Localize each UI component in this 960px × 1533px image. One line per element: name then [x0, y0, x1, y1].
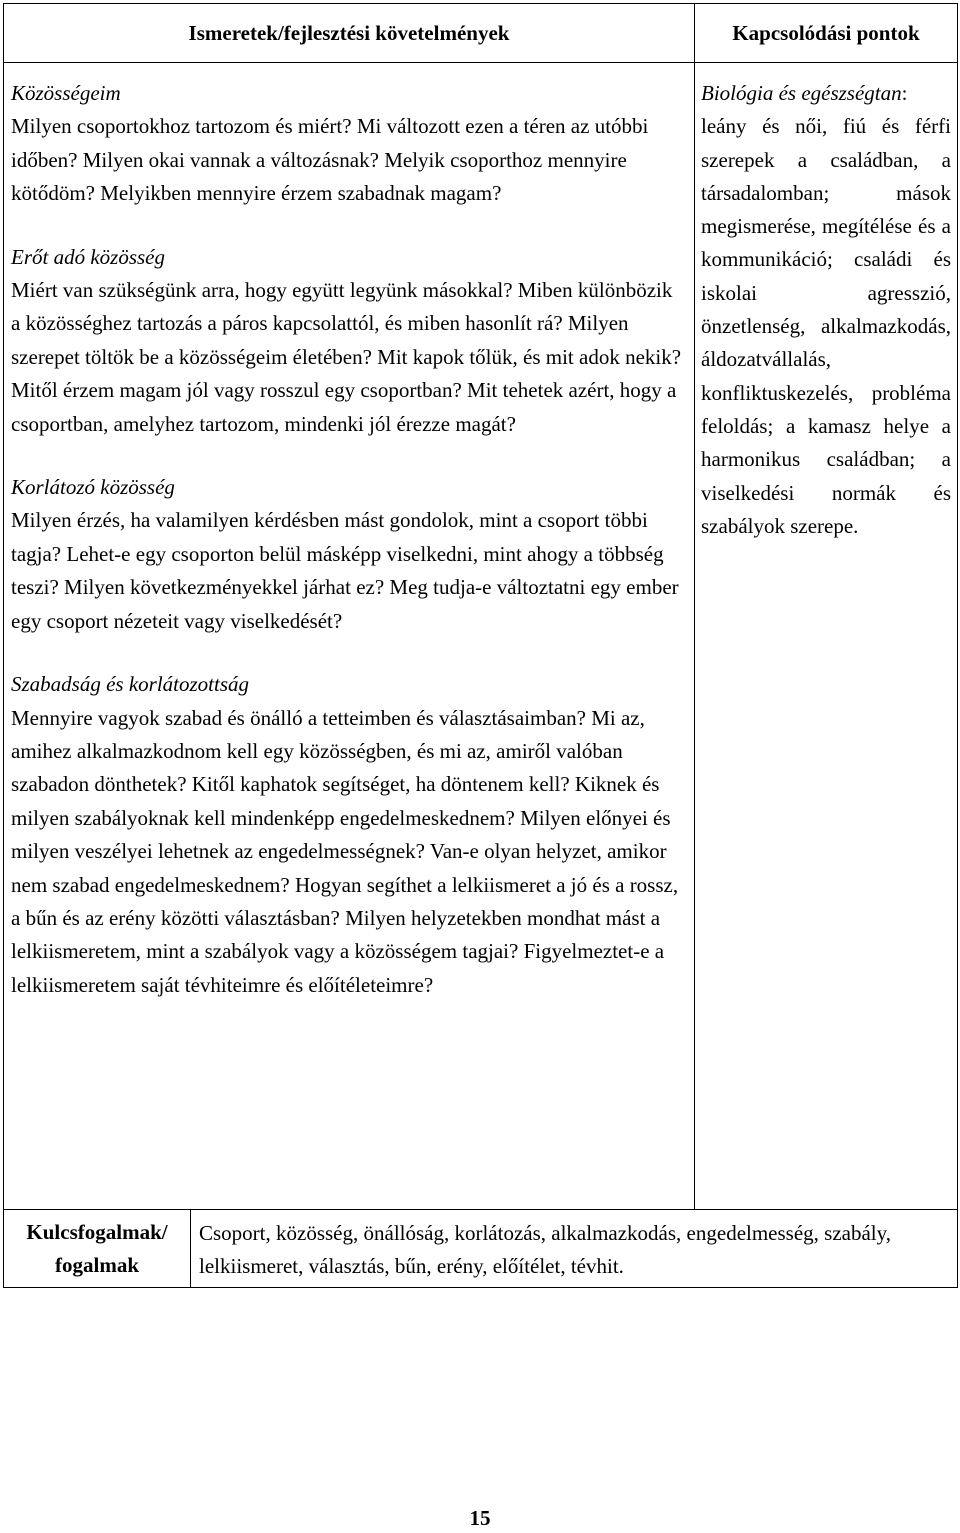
- section-text-korlatozo: Milyen érzés, ha valamilyen kérdésben mást gondolok, mint a csoport többi tagja? Lehet-e egy csoporton belül másképp viselkedni, mint ahogy a többség teszi? Milyen következményekkel járhat ez? Meg tudja-e változtatni egy ember egy csoport nézeteit vagy viselkedését?: [11, 508, 679, 633]
- section-title-korlatozo: Korlátozó közösség: [11, 475, 175, 500]
- section-title-szabadsag: Szabadság és korlátozottság: [11, 672, 250, 697]
- section-title-erot-ado: Erőt adó közösség: [11, 244, 165, 269]
- section-title-kozossegeim: Közösségeim: [11, 81, 121, 105]
- table-content-row: [3, 63, 958, 1210]
- connections-title: [701, 77, 951, 110]
- requirements-cell: [3, 63, 695, 1210]
- section-text-erot-ado: Miért van szükségünk arra, hogy együtt legyünk másokkal? Miben különbözik a közösséghez tartozás a páros kapcsolattól, és miben hasonlít rá? Milyen szerepet töltök be a közösségeim életében? Mit kapok tőlük, és mit adok nekik? Mitől érzem magam jól vagy rosszul egy csoportban? Mit tehetek azért, hogy a csoportban, amelyhez tartozom, mindenki jól érezze magát?: [11, 278, 682, 436]
- key-concepts-row: [3, 1210, 958, 1288]
- section-text-kozossegeim: Milyen csoportokhoz tartozom és miért? Mi változott ezen a téren az utóbbi időben? Milyen okai vannak a változásnak? Melyik csoporthoz mennyire kötődöm? Melyikben mennyire érzem szabadnak magam?: [11, 114, 649, 206]
- header-requirements: Ismeretek/fejlesztési követelmények: [3, 3, 695, 63]
- key-concepts-text: Csoport, közösség, önállóság, korlátozás, alkalmazkodás, engedelmesség, szabály, lelkiismeret, választás, bűn, erény, előítélet, tévhit.: [191, 1210, 958, 1288]
- connections-text: leány és női, fiú és férfi szerepek a családban, a társadalomban; mások megismerése, megítélése és a kommunikáció; családi és iskolai agresszió, önzetlenség, alkalmazkodás, áldozatvállalás, konfliktuskezelés, probléma feloldás; a kamasz helye a harmonikus családban; a viselkedési normák és szabályok szerepe.: [701, 114, 951, 538]
- curriculum-table: [3, 3, 958, 1288]
- key-concepts-label: Kulcsfogalmak/ fogalmak: [3, 1210, 191, 1288]
- page-number: 15: [469, 1506, 491, 1530]
- connections-colon: :: [901, 81, 908, 105]
- connections-cell: [695, 63, 958, 1210]
- connections-subject: Biológia és egészségtan: [701, 81, 902, 105]
- section-text-szabadsag: Mennyire vagyok szabad és önálló a tetteimben és választásaimban? Mi az, amihez alkalmazkodnom kell egy közösségben, és mi az, amiről valóban szabadon dönthetek? Kitől kaphatok segítséget, ha döntenem kell? Kiknek és milyen szabályoknak kell mindenképp engedelmeskednem? Milyen előnyei és milyen veszélyei lehetnek az engedelmességnek? Van-e olyan helyzet, amikor nem szabad engedelmeskednem? Hogyan segíthet a lelkiismeret a jó és a rossz, a bűn és az erény közötti választásban? Milyen helyzetekben mondhat mást a lelkiismeretem, mint a szabályok vagy a közösségem tagjai? Figyelmeztet-e a lelkiismeretem saját tévhiteimre és előítéleteimre?: [11, 705, 679, 997]
- table-header-row: [3, 3, 958, 63]
- header-connections: Kapcsolódási pontok: [695, 3, 958, 63]
